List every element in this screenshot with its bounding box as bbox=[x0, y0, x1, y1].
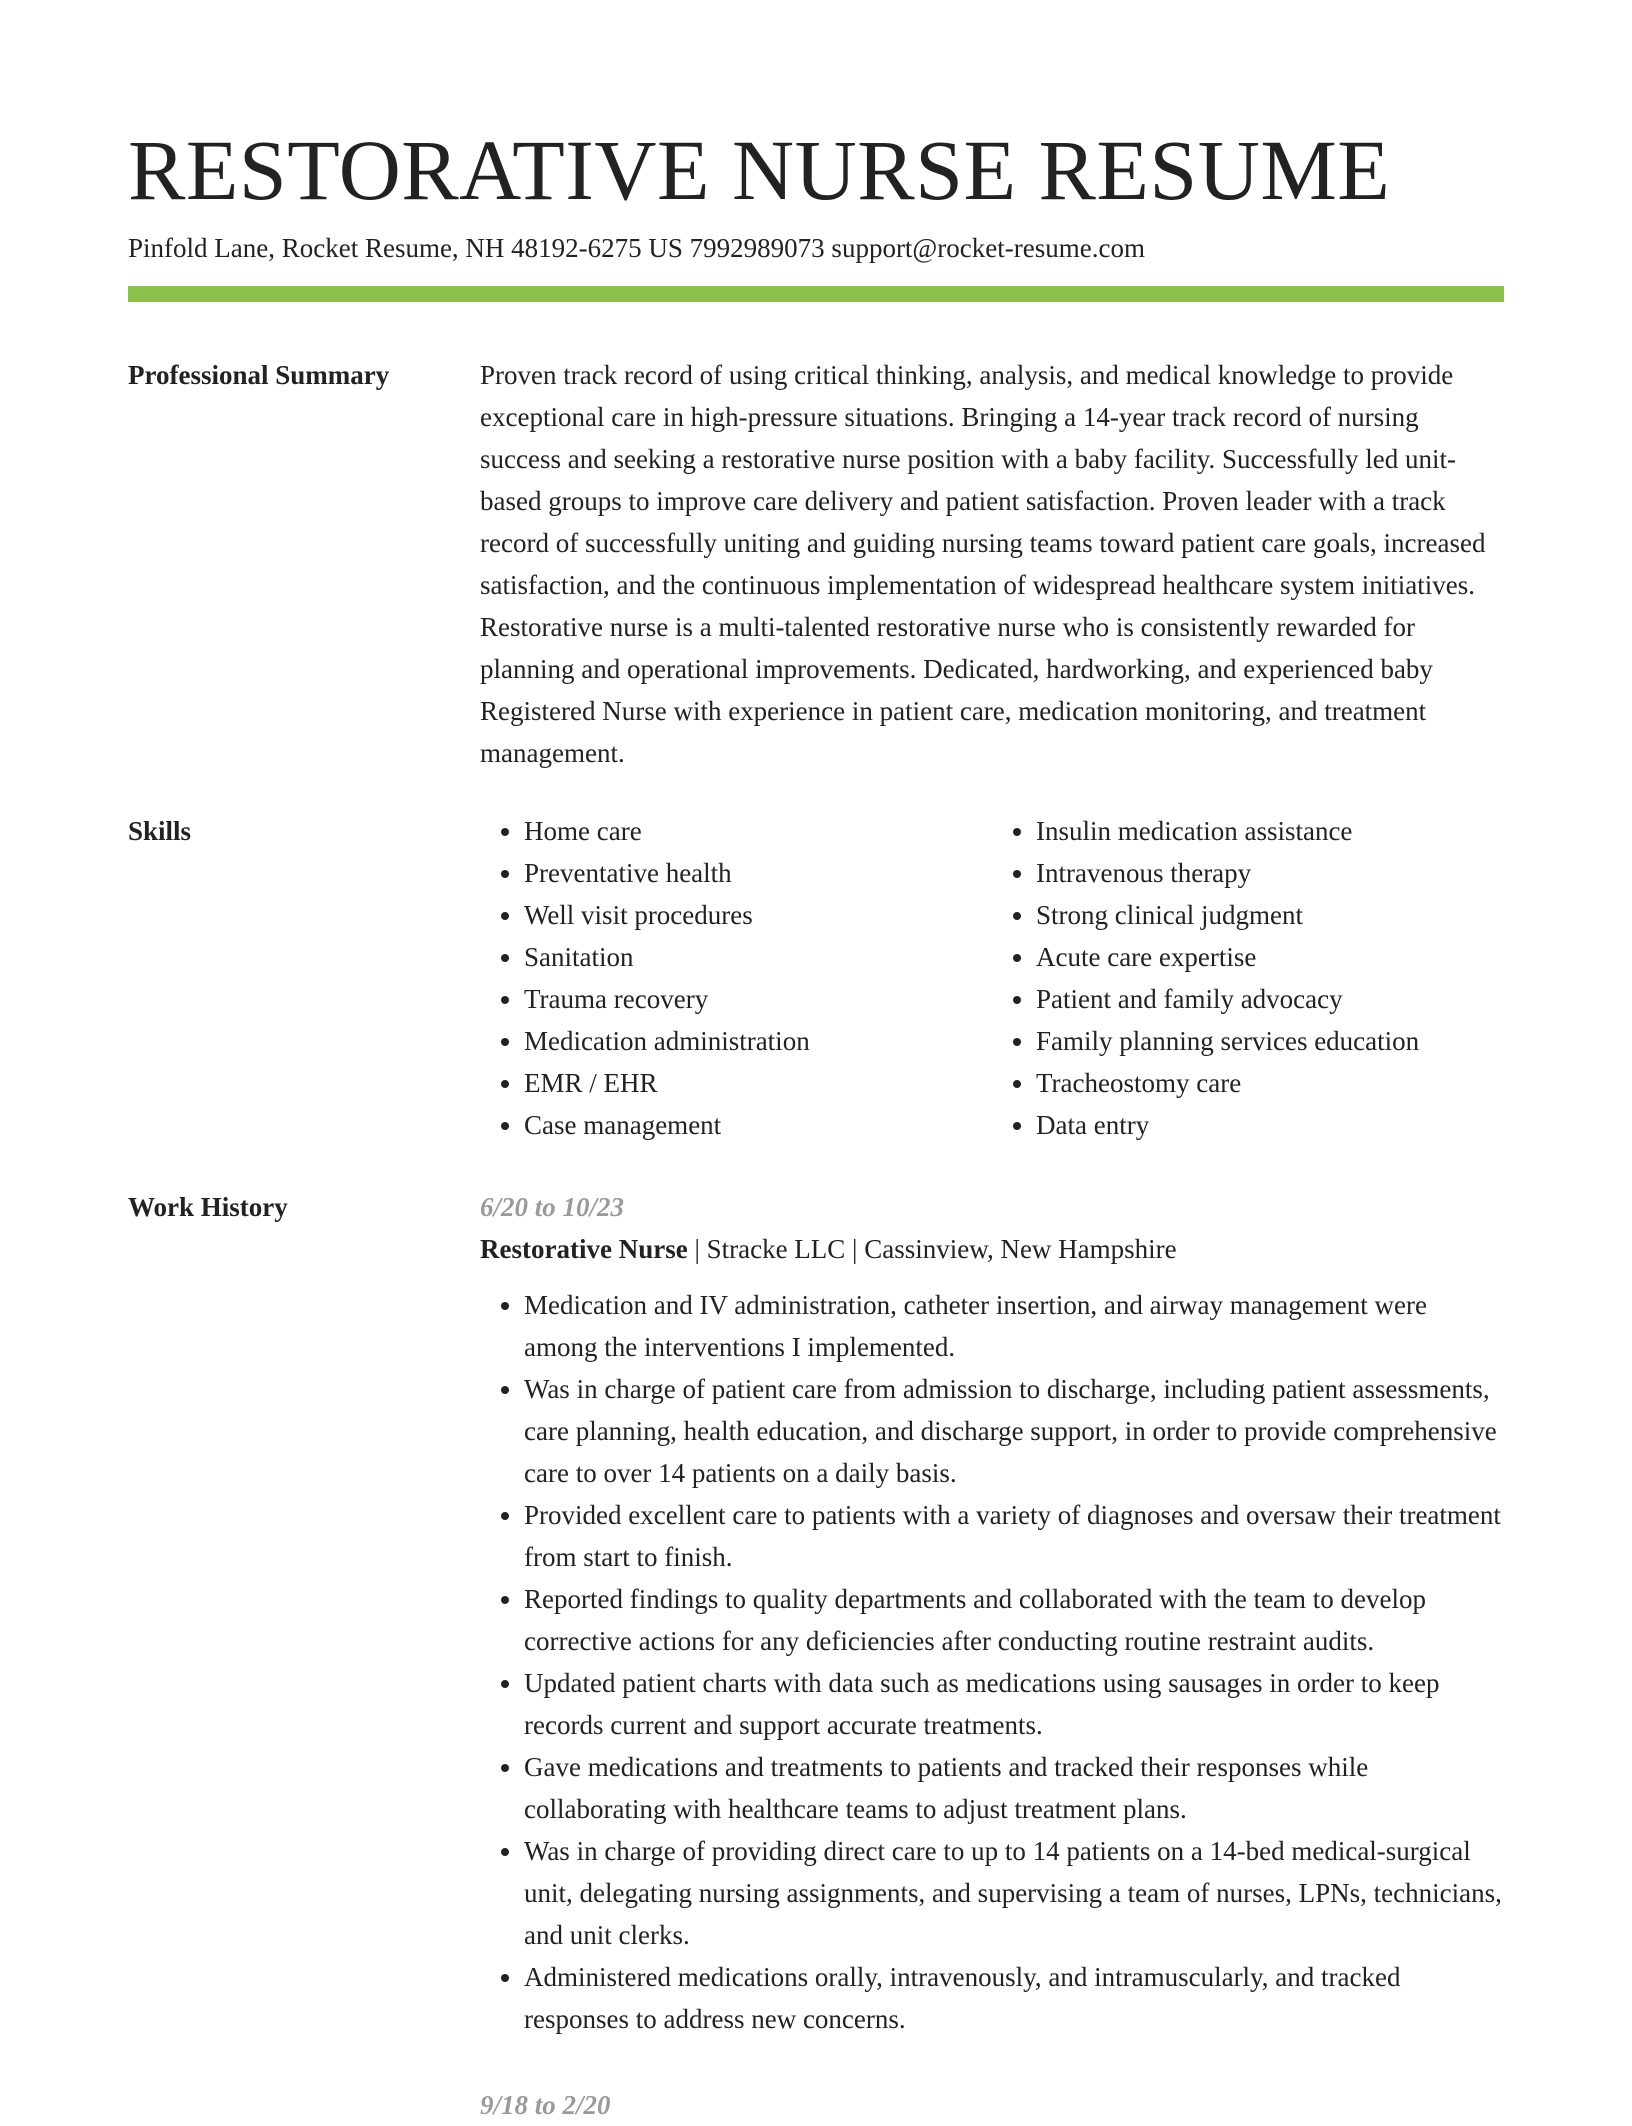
summary-label: Professional Summary bbox=[128, 360, 390, 390]
skill-item: • Acute care expertise bbox=[1036, 936, 1504, 978]
summary-text: Proven track record of using critical thinking, analysis, and medical knowledge to provide exceptional care in high-pressure situations. Bringing a 14-year track record of nursing success and seeking a restorative nurse position with a baby facility. Successfully led unit-based groups to improve care delivery and patient satisfaction. Proven leader with a track record of successfully uniting and guiding nursing teams toward patient care goals, increased satisfaction, and the continuous implementation of widespread healthcare system initiatives. Restorative nurse is a multi-talented restorative nurse who is consistently rewarded for planning and operational improvements. Dedicated, hardworking, and experienced baby Registered Nurse with experience in patient care, medication monitoring, and treatment management. bbox=[480, 360, 1486, 768]
job-entry bbox=[480, 2084, 1504, 2126]
skills-section bbox=[128, 810, 1504, 1146]
job-bullet: • Medication and IV administration, catheter insertion, and airway management were among the interventions I implemented. bbox=[524, 1284, 1504, 1368]
job-details: | Stracke LLC | Cassinview, New Hampshire bbox=[687, 1234, 1177, 1264]
skill-item: • Preventative health bbox=[524, 852, 992, 894]
skills-content bbox=[480, 810, 1504, 1146]
skills-list-right bbox=[992, 810, 1504, 1146]
skill-item: • Strong clinical judgment bbox=[1036, 894, 1504, 936]
job-dates: 9/18 to 2/20 bbox=[480, 2090, 611, 2120]
job-title: Restorative Nurse bbox=[480, 1234, 688, 1264]
job-bullet: • Gave medications and treatments to patients and tracked their responses while collaborating with healthcare teams to adjust treatment plans. bbox=[524, 1746, 1504, 1830]
job-bullet: • Reported findings to quality departments and collaborated with the team to develop corrective actions for any deficiencies after conducting routine restraint audits. bbox=[524, 1578, 1504, 1662]
work-content bbox=[480, 1186, 1504, 2126]
skill-item: • Trauma recovery bbox=[524, 978, 992, 1020]
skill-item: • Family planning services education bbox=[1036, 1020, 1504, 1062]
work-label: Work History bbox=[128, 1192, 288, 1222]
skill-item: • Intravenous therapy bbox=[1036, 852, 1504, 894]
skill-item: • Sanitation bbox=[524, 936, 992, 978]
page-title: RESTORATIVE NURSE RESUME bbox=[128, 122, 1391, 218]
job-heading bbox=[480, 1228, 1504, 1270]
skill-item: • Data entry bbox=[1036, 1104, 1504, 1146]
accent-divider bbox=[128, 286, 1504, 302]
summary-section bbox=[128, 354, 1504, 774]
contact-line: Pinfold Lane, Rocket Resume, NH 48192-6275 US 7992989073 support@rocket-resume.com bbox=[128, 233, 1145, 263]
job-dates: 6/20 to 10/23 bbox=[480, 1192, 625, 1222]
job-bullet: • Provided excellent care to patients with a variety of diagnoses and oversaw their treatment from start to finish. bbox=[524, 1494, 1504, 1578]
job-bullet: • Administered medications orally, intravenously, and intramuscularly, and tracked responses to address new concerns. bbox=[524, 1956, 1504, 2040]
skill-item: • Well visit procedures bbox=[524, 894, 992, 936]
resume-page bbox=[128, 120, 1504, 2126]
job-bullet: • Was in charge of patient care from admission to discharge, including patient assessments, care planning, health education, and discharge support, in order to provide comprehensive care to over 14 patients on a daily basis. bbox=[524, 1368, 1504, 1494]
job-bullet: • Was in charge of providing direct care to up to 14 patients on a 14-bed medical-surgical unit, delegating nursing assignments, and supervising a team of nurses, LPNs, technicians, and unit clerks. bbox=[524, 1830, 1504, 1956]
skill-item: • Medication administration bbox=[524, 1020, 992, 1062]
skill-item: • Home care bbox=[524, 810, 992, 852]
skills-label: Skills bbox=[128, 816, 192, 846]
skill-item: • Patient and family advocacy bbox=[1036, 978, 1504, 1020]
summary-content bbox=[480, 354, 1504, 774]
job-entry bbox=[480, 1186, 1504, 2040]
job-bullets bbox=[480, 1284, 1504, 2040]
skills-list-left bbox=[480, 810, 992, 1146]
skill-item: • Tracheostomy care bbox=[1036, 1062, 1504, 1104]
skill-item: • EMR / EHR bbox=[524, 1062, 992, 1104]
job-bullet: • Updated patient charts with data such as medications using sausages in order to keep records current and support accurate treatments. bbox=[524, 1662, 1504, 1746]
skill-item: • Case management bbox=[524, 1104, 992, 1146]
work-section bbox=[128, 1186, 1504, 2126]
skill-item: • Insulin medication assistance bbox=[1036, 810, 1504, 852]
